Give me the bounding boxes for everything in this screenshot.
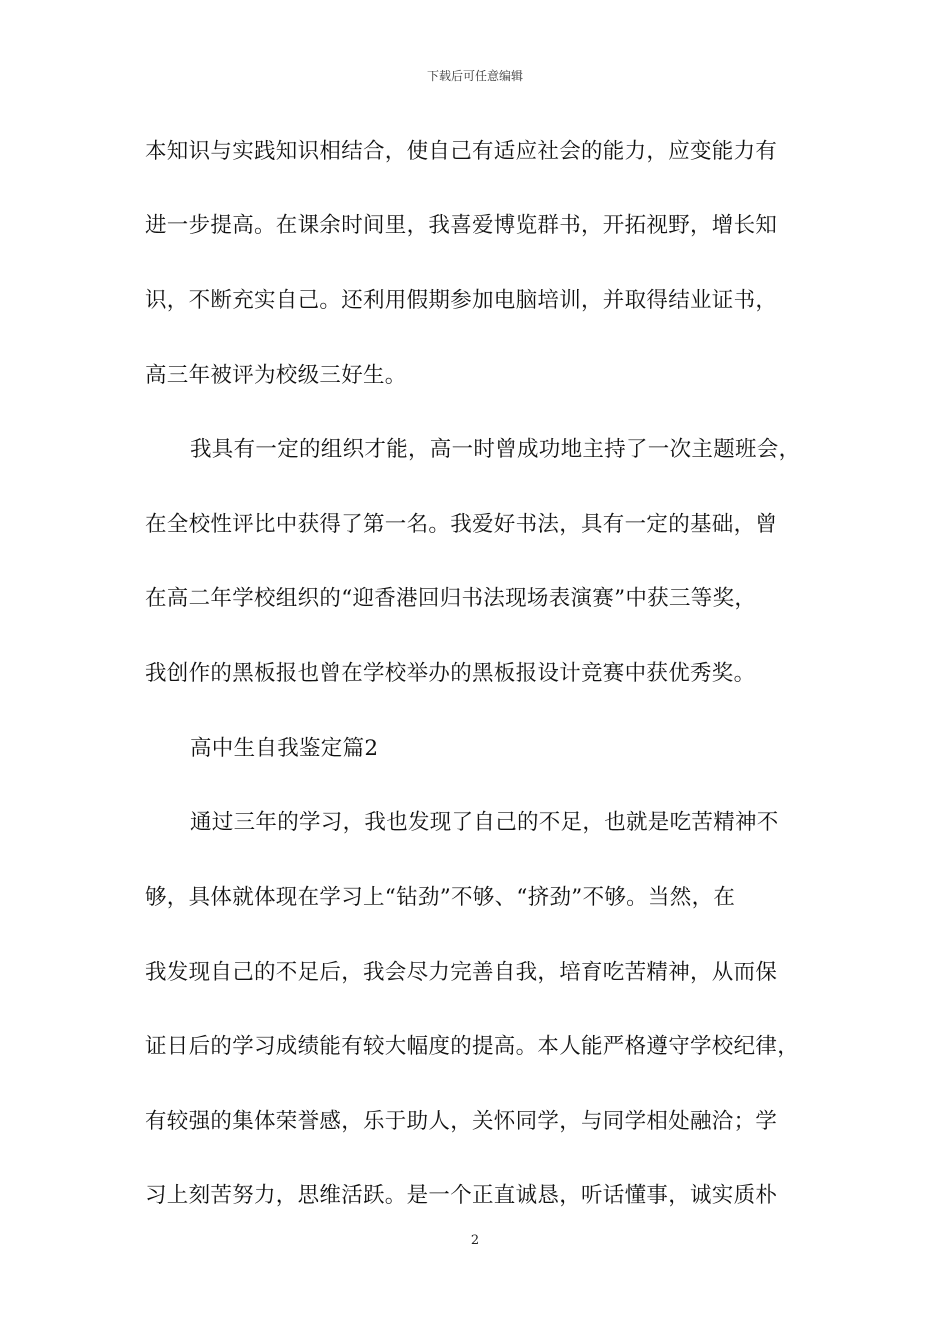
body-line: 高三年被评为校级三好生。 <box>145 363 407 388</box>
body-line: 有较强的集体荣誉感，乐于助人，关怀同学，与同学相处融洽；学 <box>145 1109 778 1134</box>
body-line: 在全校性评比中获得了第一名。我爱好书法，具有一定的基础，曾 <box>145 512 778 537</box>
body-line: 我创作的黑板报也曾在学校举办的黑板报设计竞赛中获优秀奖。 <box>145 661 756 686</box>
body-line: 够，具体就体现在学习上“钻劲”不够、“挤劲”不够。当然，在 <box>145 885 736 910</box>
body-line: 习上刻苦努力，思维活跃。是一个正直诚恳，听话懂事，诚实质朴 <box>145 1183 778 1208</box>
body-line: 我发现自己的不足后，我会尽力完善自我，培育吃苦精神，从而保 <box>145 960 778 985</box>
page-number: 2 <box>470 1233 480 1248</box>
section-heading: 高中生自我鉴定篇2 <box>190 736 379 761</box>
paragraph-first-line: 我具有一定的组织才能，高一时曾成功地主持了一次主题班会， <box>190 437 801 462</box>
body-line: 在高二年学校组织的“迎香港回归书法现场表演赛”中获三等奖， <box>145 586 757 611</box>
body-line: 识，不断充实自己。还利用假期参加电脑培训，并取得结业证书， <box>145 288 778 313</box>
body-line: 本知识与实践知识相结合，使自己有适应社会的能力，应变能力有 <box>145 139 778 164</box>
page-header: 下载后可任意编辑 <box>426 69 523 83</box>
body-line: 证日后的学习成绩能有较大幅度的提高。本人能严格遵守学校纪律， <box>145 1034 800 1059</box>
paragraph-first-line: 通过三年的学习，我也发现了自己的不足，也就是吃苦精神不 <box>190 810 779 835</box>
body-line: 进一步提高。在课余时间里，我喜爱博览群书，开拓视野，增长知 <box>145 213 778 238</box>
